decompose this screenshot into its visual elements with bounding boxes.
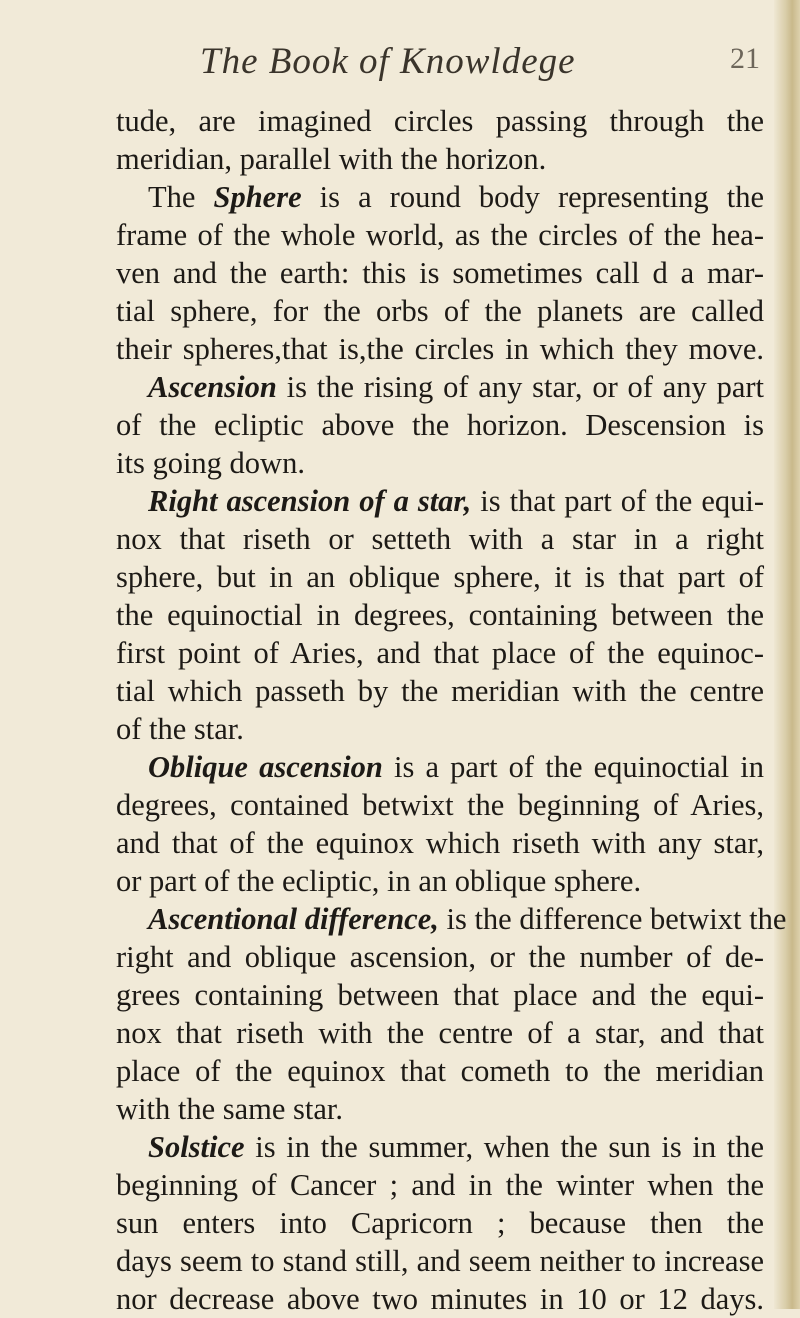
line-prefix: The	[148, 180, 196, 214]
text-line: place of the equinox that cometh to the meridian	[116, 1054, 764, 1088]
text-line: its going down.	[116, 446, 305, 480]
text-line: nox that riseth with the centre of a star, and that	[116, 1016, 764, 1050]
term-sphere: Sphere	[213, 180, 302, 214]
text-line: nor decrease above two minutes in 10 or 12 days.	[116, 1282, 764, 1316]
text-line: tial sphere, for the orbs of the planets are called	[116, 294, 764, 328]
text-line: nox that riseth or setteth with a star in a right	[116, 522, 764, 556]
entry-oblique-ascension	[116, 748, 764, 786]
page-header	[200, 40, 760, 80]
term-ascentional-difference: Ascentional difference,	[148, 902, 439, 936]
text-line: first point of Aries, and that place of the equinoc-	[116, 636, 764, 670]
definition-text: is the rising of any star, or of any part	[286, 370, 764, 404]
text-line: with the same star.	[116, 1092, 344, 1126]
text-line: meridian, parallel with the horizon.	[116, 142, 547, 176]
page-number: 21	[730, 42, 760, 75]
term-right-ascension: Right ascension of a star,	[148, 484, 472, 518]
text-line: or part of the ecliptic, in an oblique sphere.	[116, 864, 642, 898]
text-line: tial which passeth by the meridian with the centre	[116, 674, 764, 708]
text-line: sphere, but in an oblique sphere, it is that part of	[116, 560, 764, 594]
text-line: of the ecliptic above the horizon. Descension is	[116, 408, 764, 442]
text-line: frame of the whole world, as the circles of the hea-	[116, 218, 764, 252]
term-solstice: Solstice	[148, 1130, 245, 1164]
text-line: ven and the earth: this is sometimes call d a mar-	[116, 256, 764, 290]
text-line: their spheres,that is,the circles in which they move.	[116, 332, 764, 366]
text-line: tude, are imagined circles passing through the	[116, 104, 764, 138]
text-line: grees containing between that place and the equi-	[116, 978, 764, 1012]
entry-ascentional-difference	[116, 900, 787, 938]
text-line: the equinoctial in degrees, containing between the	[116, 598, 764, 632]
text-line: and that of the equinox which riseth with any star,	[116, 826, 764, 860]
text-line: beginning of Cancer ; and in the winter when the	[116, 1168, 764, 1202]
body-text	[116, 102, 787, 1318]
definition-text: is a round body representing the	[319, 180, 765, 214]
text-line: right and oblique ascension, or the number of de-	[116, 940, 764, 974]
page-edge	[774, 0, 800, 1309]
term-ascension: Ascension	[148, 370, 277, 404]
entry-sphere	[116, 178, 764, 216]
entry-solstice	[116, 1128, 764, 1166]
entry-right-ascension	[116, 482, 764, 520]
definition-text: is the difference betwixt the	[446, 902, 787, 936]
definition-text: is that part of the equi-	[480, 484, 765, 518]
running-head: The Book of Knowldege	[200, 41, 576, 82]
definition-text: is a part of the equinoctial in	[393, 750, 764, 784]
text-line: sun enters into Capricorn ; because then the	[116, 1206, 764, 1240]
text-line: degrees, contained betwixt the beginning of Aries,	[116, 788, 764, 822]
term-oblique-ascension: Oblique ascension	[148, 750, 383, 784]
text-line: days seem to stand still, and seem neither to increase	[116, 1244, 764, 1278]
definition-text: is in the summer, when the sun is in the	[255, 1130, 764, 1164]
entry-ascension	[116, 368, 764, 406]
text-line: of the star.	[116, 712, 244, 746]
